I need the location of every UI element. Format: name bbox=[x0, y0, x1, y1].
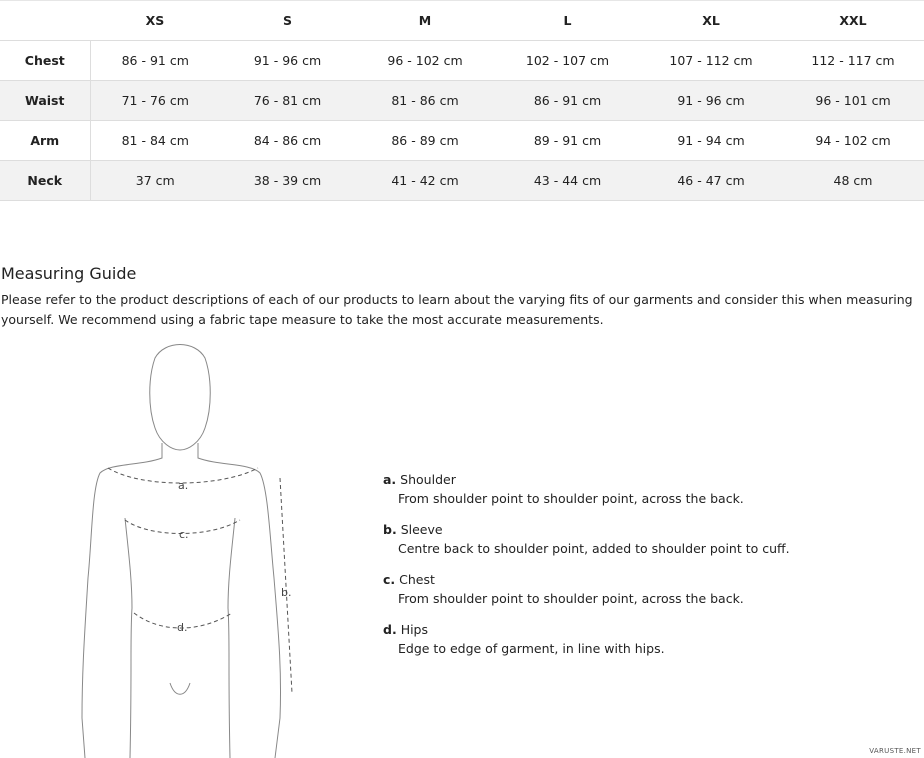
table-cell: 38 - 39 cm bbox=[220, 161, 355, 201]
table-cell: 91 - 96 cm bbox=[220, 41, 355, 81]
table-cell: 96 - 102 cm bbox=[355, 41, 495, 81]
item-desc: From shoulder point to shoulder point, across the back. bbox=[398, 591, 744, 606]
table-cell: 86 - 91 cm bbox=[90, 41, 220, 81]
item-name: Shoulder bbox=[400, 472, 456, 487]
body-measurement-figure bbox=[70, 338, 320, 758]
list-item bbox=[383, 520, 790, 558]
table-cell: 94 - 102 cm bbox=[782, 121, 924, 161]
table-cell: 86 - 89 cm bbox=[355, 121, 495, 161]
column-header: XXL bbox=[782, 1, 924, 41]
table-cell: 43 - 44 cm bbox=[495, 161, 640, 201]
table-cell: 102 - 107 cm bbox=[495, 41, 640, 81]
item-letter: c. bbox=[383, 572, 396, 587]
table-row bbox=[0, 121, 924, 161]
size-table bbox=[0, 0, 924, 201]
table-header-row bbox=[0, 1, 924, 41]
table-cell: 81 - 86 cm bbox=[355, 81, 495, 121]
item-letter: b. bbox=[383, 522, 397, 537]
row-label: Chest bbox=[0, 41, 90, 81]
item-desc: Edge to edge of garment, in line with hips. bbox=[398, 641, 665, 656]
item-name: Hips bbox=[400, 622, 429, 637]
table-cell: 84 - 86 cm bbox=[220, 121, 355, 161]
item-desc: Centre back to shoulder point, added to shoulder point to cuff. bbox=[398, 541, 790, 556]
label-b: b. bbox=[281, 586, 292, 599]
row-label: Arm bbox=[0, 121, 90, 161]
column-header bbox=[0, 1, 90, 41]
list-item bbox=[383, 620, 790, 658]
measurement-list bbox=[383, 470, 790, 670]
row-label: Neck bbox=[0, 161, 90, 201]
table-cell: 89 - 91 cm bbox=[495, 121, 640, 161]
table-cell: 86 - 91 cm bbox=[495, 81, 640, 121]
list-item bbox=[383, 470, 790, 508]
table-cell: 46 - 47 cm bbox=[640, 161, 782, 201]
table-cell: 71 - 76 cm bbox=[90, 81, 220, 121]
column-header: XL bbox=[640, 1, 782, 41]
column-header: S bbox=[220, 1, 355, 41]
head-outline bbox=[150, 345, 211, 451]
table-row bbox=[0, 41, 924, 81]
item-letter: a. bbox=[383, 472, 397, 487]
row-label: Waist bbox=[0, 81, 90, 121]
table-row bbox=[0, 161, 924, 201]
table-cell: 91 - 96 cm bbox=[640, 81, 782, 121]
table-cell: 91 - 94 cm bbox=[640, 121, 782, 161]
item-name: Chest bbox=[399, 572, 435, 587]
table-cell: 76 - 81 cm bbox=[220, 81, 355, 121]
watermark: VARUSTE.NET bbox=[869, 747, 921, 755]
list-item bbox=[383, 570, 790, 608]
table-row bbox=[0, 81, 924, 121]
table-cell: 81 - 84 cm bbox=[90, 121, 220, 161]
column-header: M bbox=[355, 1, 495, 41]
table-cell: 107 - 112 cm bbox=[640, 41, 782, 81]
label-a: a. bbox=[178, 479, 189, 492]
table-cell: 37 cm bbox=[90, 161, 220, 201]
label-c: c. bbox=[179, 528, 189, 541]
item-name: Sleeve bbox=[400, 522, 443, 537]
column-header: XS bbox=[90, 1, 220, 41]
item-letter: d. bbox=[383, 622, 397, 637]
measuring-guide-title: Measuring Guide bbox=[1, 264, 137, 283]
column-header: L bbox=[495, 1, 640, 41]
label-d: d. bbox=[177, 621, 188, 634]
table-cell: 48 cm bbox=[782, 161, 924, 201]
table-cell: 112 - 117 cm bbox=[782, 41, 924, 81]
table-cell: 41 - 42 cm bbox=[355, 161, 495, 201]
item-desc: From shoulder point to shoulder point, across the back. bbox=[398, 491, 744, 506]
table-cell: 96 - 101 cm bbox=[782, 81, 924, 121]
measuring-guide-text: Please refer to the product descriptions of each of our products to learn about the varying fits of our garments and consider this when measuring yourself. We recommend using a fabric tape measure to take the most accurate measurements. bbox=[1, 292, 913, 327]
